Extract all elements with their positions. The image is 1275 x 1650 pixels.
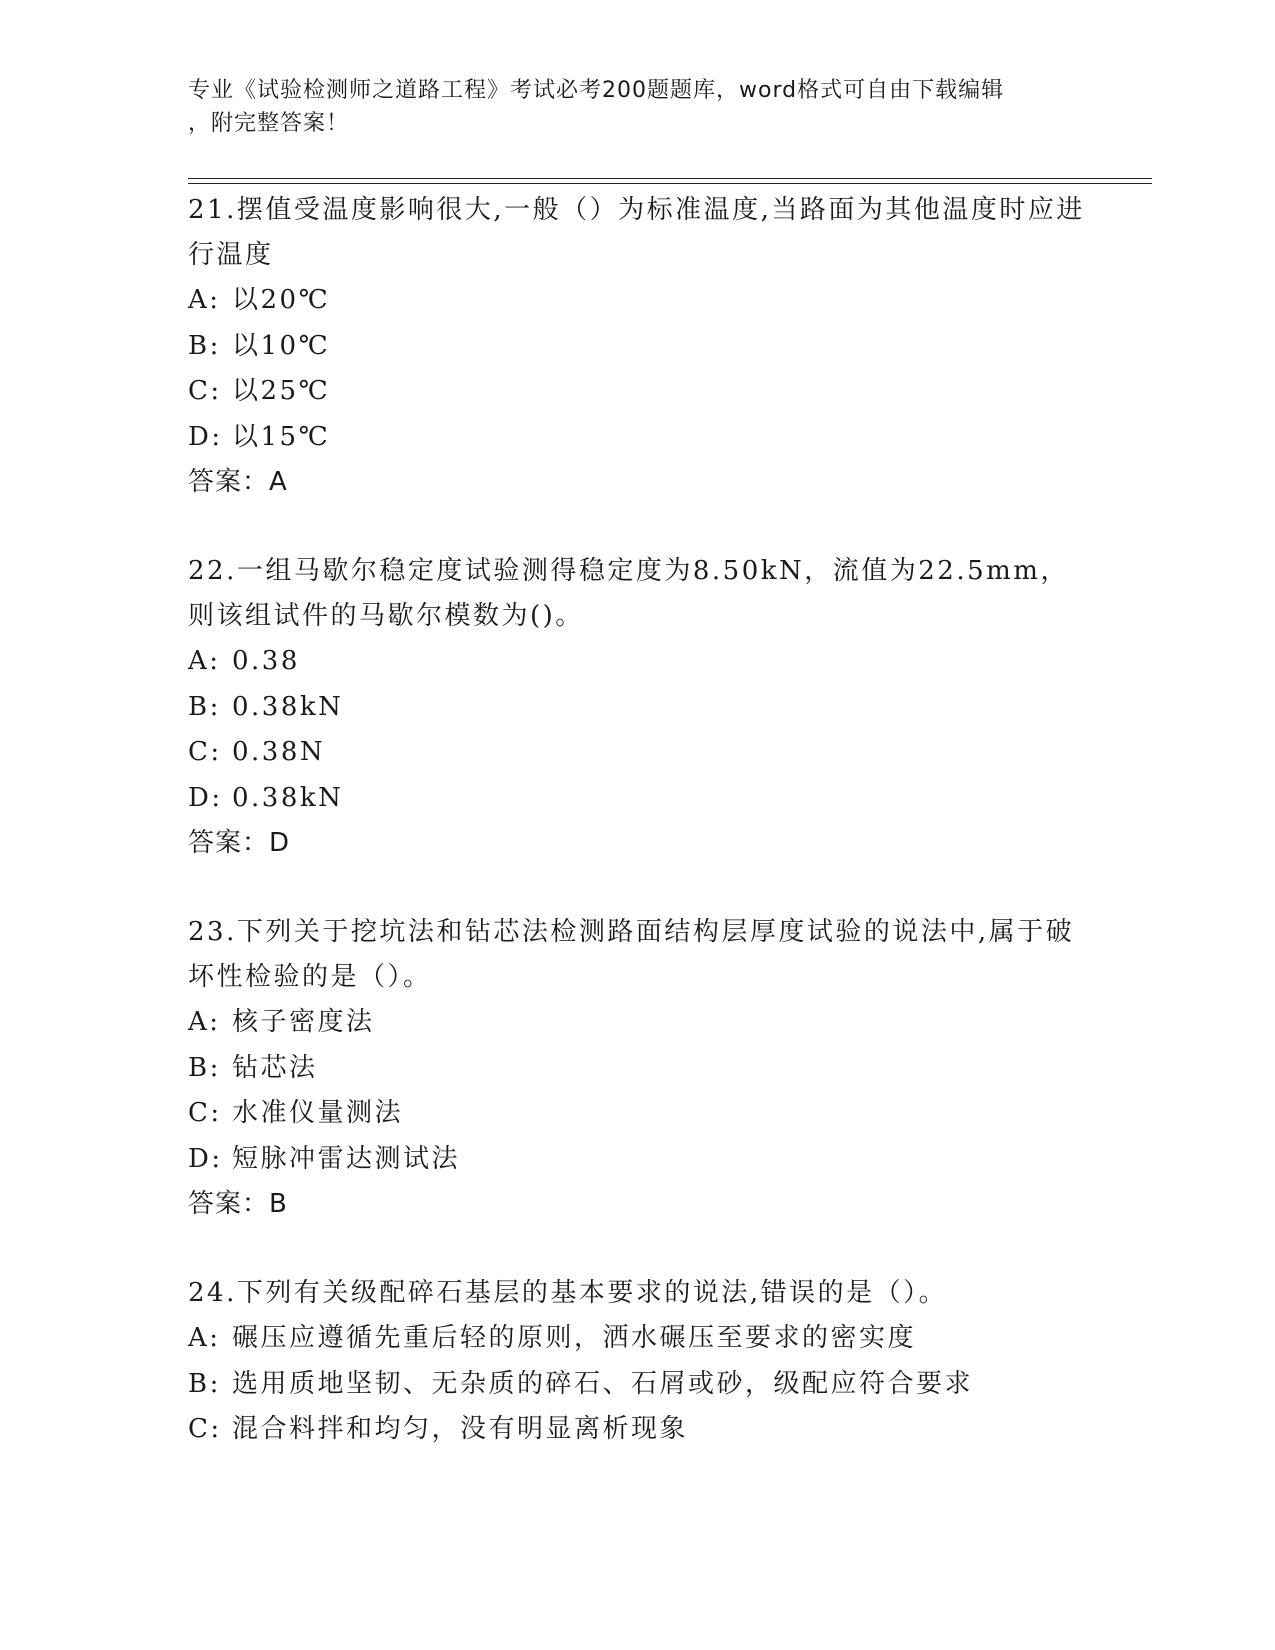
question-21 bbox=[188, 188, 1088, 505]
option-text: 0.38N bbox=[232, 737, 326, 767]
option-letter: B: bbox=[188, 1052, 221, 1083]
answer-label: 答案：A bbox=[188, 467, 288, 497]
option-letter: D: bbox=[188, 421, 223, 452]
option-a bbox=[188, 278, 1088, 324]
option-b bbox=[188, 1362, 1088, 1408]
option-text: 水准仪量测法 bbox=[232, 1098, 404, 1128]
option-letter: A: bbox=[188, 1323, 221, 1353]
option-text: 碾压应遵循先重后轻的原则，洒水碾压至要求的密实度 bbox=[232, 1323, 917, 1353]
option-text: 以10℃ bbox=[232, 330, 331, 361]
option-text: 0.38kN bbox=[232, 691, 344, 722]
option-letter: B: bbox=[188, 1368, 221, 1399]
option-letter: C: bbox=[188, 376, 222, 406]
option-a bbox=[188, 1316, 1088, 1362]
question-list bbox=[188, 188, 1088, 1497]
option-letter: A: bbox=[188, 285, 221, 315]
option-letter: C: bbox=[188, 1098, 222, 1128]
option-c bbox=[188, 1407, 1088, 1453]
answer-label: 答案：B bbox=[188, 1189, 288, 1219]
header-title-line2: ，附完整答案！ bbox=[188, 111, 350, 136]
option-letter: B: bbox=[188, 691, 221, 722]
option-a bbox=[188, 1000, 1088, 1046]
option-text: 以20℃ bbox=[232, 285, 331, 315]
option-text: 核子密度法 bbox=[232, 1007, 375, 1037]
header-title-line1: 专业《试验检测师之道路工程》考试必考200题题库，word格式可自由下载编辑 bbox=[188, 78, 1005, 103]
question-stem: 21.摆值受温度影响很大,一般（）为标准温度,当路面为其他温度时应进行温度 bbox=[188, 195, 1085, 270]
option-text: 以25℃ bbox=[232, 376, 331, 406]
option-text: 钻芯法 bbox=[232, 1052, 318, 1083]
option-b bbox=[188, 685, 1088, 731]
option-b bbox=[188, 1046, 1088, 1092]
document-header bbox=[188, 74, 1088, 140]
option-text: 以15℃ bbox=[232, 421, 331, 452]
option-c bbox=[188, 730, 1088, 776]
option-letter: A: bbox=[188, 646, 221, 676]
option-text: 选用质地坚韧、无杂质的碎石、石屑或砂，级配应符合要求 bbox=[232, 1368, 974, 1399]
option-letter: D: bbox=[188, 1143, 223, 1174]
option-d bbox=[188, 776, 1088, 822]
option-letter: C: bbox=[188, 737, 222, 767]
option-text: 0.38kN bbox=[232, 782, 344, 813]
option-text: 短脉冲雷达测试法 bbox=[232, 1143, 461, 1174]
question-23 bbox=[188, 910, 1088, 1227]
option-letter: C: bbox=[188, 1414, 222, 1444]
option-letter: D: bbox=[188, 782, 223, 813]
question-stem: 22.一组马歇尔稳定度试验测得稳定度为8.50kN，流值为22.5mm，则该组试件的马歇尔模数为()。 bbox=[188, 556, 1069, 631]
option-c bbox=[188, 369, 1088, 415]
option-text: 0.38 bbox=[232, 646, 300, 676]
option-letter: B: bbox=[188, 330, 221, 361]
question-22 bbox=[188, 549, 1088, 866]
option-c bbox=[188, 1091, 1088, 1137]
header-divider-bottom bbox=[188, 183, 1152, 184]
answer-label: 答案：D bbox=[188, 828, 291, 858]
option-letter: A: bbox=[188, 1007, 221, 1037]
option-b bbox=[188, 324, 1088, 370]
option-d bbox=[188, 1137, 1088, 1183]
question-stem: 24.下列有关级配碎石基层的基本要求的说法,错误的是（）。 bbox=[188, 1278, 948, 1308]
question-24 bbox=[188, 1271, 1088, 1453]
question-stem: 23.下列关于挖坑法和钻芯法检测路面结构层厚度试验的说法中,属于破坏性检验的是（）。 bbox=[188, 917, 1075, 992]
option-a bbox=[188, 639, 1088, 685]
header-divider-top bbox=[188, 178, 1152, 179]
option-text: 混合料拌和均匀，没有明显离析现象 bbox=[232, 1414, 689, 1444]
option-d bbox=[188, 415, 1088, 461]
